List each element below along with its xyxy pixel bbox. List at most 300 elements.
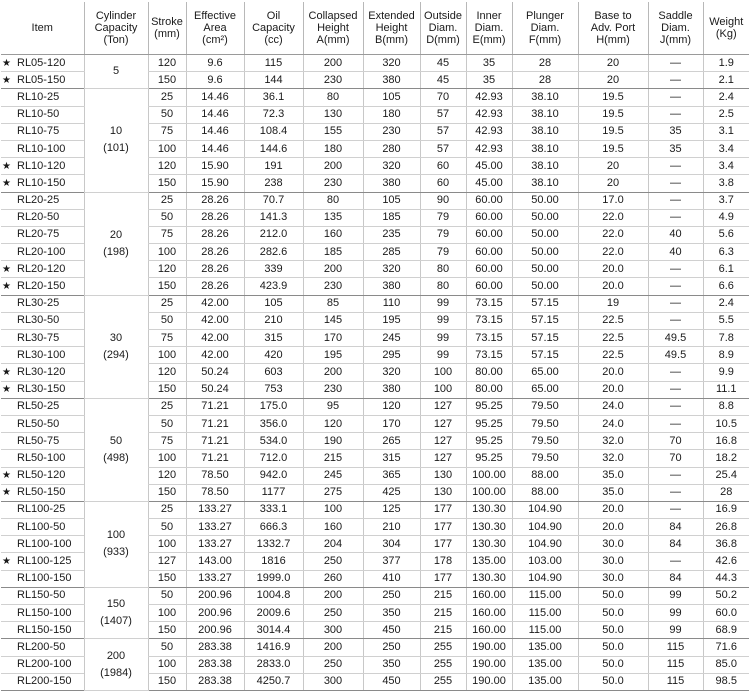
cell-base: 19.5 — [578, 140, 648, 157]
cell-oil: 339 — [244, 261, 303, 278]
cell-outside: 99 — [420, 330, 466, 347]
cell-saddle: 99 — [648, 622, 703, 639]
header-row — [1, 2, 749, 55]
cell-stroke: 100 — [148, 605, 186, 622]
cell-item: RL20-100 — [14, 244, 84, 261]
cell-collapsed: 190 — [303, 433, 363, 450]
cell-outside: 70 — [420, 89, 466, 106]
cell-outside: 178 — [420, 553, 466, 570]
cell-saddle: — — [648, 278, 703, 295]
cell-inner: 45.00 — [466, 175, 512, 192]
cell-saddle: — — [648, 553, 703, 570]
cell-outside: 255 — [420, 656, 466, 673]
table-body — [1, 55, 749, 691]
cell-area: 50.24 — [186, 364, 244, 381]
table-header — [1, 2, 749, 55]
header-saddle — [648, 2, 703, 55]
cell-plunger: 50.00 — [512, 244, 578, 261]
cell-area: 42.00 — [186, 295, 244, 312]
cell-extended: 315 — [363, 450, 420, 467]
cell-saddle: 84 — [648, 536, 703, 553]
cell-outside: 215 — [420, 587, 466, 604]
cell-stroke: 50 — [148, 312, 186, 329]
cell-oil: 712.0 — [244, 450, 303, 467]
cell-extended: 320 — [363, 158, 420, 175]
cell-weight: 5.5 — [703, 312, 749, 329]
header-collapsed-line: Height — [317, 22, 349, 34]
capacity-line: 30 — [109, 331, 123, 344]
cell-collapsed: 200 — [303, 261, 363, 278]
cell-base: 22.5 — [578, 347, 648, 364]
cell-collapsed: 145 — [303, 312, 363, 329]
cell-inner: 100.00 — [466, 484, 512, 501]
cell-base: 20 — [578, 55, 648, 72]
cell-base: 32.0 — [578, 433, 648, 450]
cell-item: RL20-75 — [14, 226, 84, 243]
cell-extended: 235 — [363, 226, 420, 243]
cell-base: 19.5 — [578, 89, 648, 106]
header-extended — [363, 2, 420, 55]
cell-saddle: — — [648, 484, 703, 501]
cell-extended: 320 — [363, 55, 420, 72]
cell-stroke: 150 — [148, 570, 186, 587]
cell-inner: 60.00 — [466, 278, 512, 295]
cell-collapsed: 120 — [303, 415, 363, 432]
cell-plunger: 104.90 — [512, 570, 578, 587]
cell-extended: 425 — [363, 484, 420, 501]
cell-base: 32.0 — [578, 450, 648, 467]
header-extended-line: Extended — [368, 10, 415, 22]
cell-outside: 79 — [420, 244, 466, 261]
cell-plunger: 135.00 — [512, 656, 578, 673]
cell-base: 19.5 — [578, 123, 648, 140]
header-capacity-line: Capacity — [94, 22, 138, 34]
header-item-line: Item — [31, 22, 53, 34]
cell-outside: 255 — [420, 639, 466, 656]
cell-area: 14.46 — [186, 140, 244, 157]
cell-extended: 380 — [363, 175, 420, 192]
cell-extended: 295 — [363, 347, 420, 364]
cell-oil: 144.6 — [244, 140, 303, 157]
cell-extended: 320 — [363, 364, 420, 381]
cell-extended: 250 — [363, 587, 420, 604]
cell-collapsed: 200 — [303, 158, 363, 175]
cell-capacity — [84, 55, 148, 89]
cell-inner: 73.15 — [466, 312, 512, 329]
cell-outside: 60 — [420, 175, 466, 192]
capacity-line: (498) — [103, 451, 129, 464]
cell-extended: 120 — [363, 398, 420, 415]
cell-stroke: 50 — [148, 519, 186, 536]
cell-weight: 6.3 — [703, 244, 749, 261]
cell-saddle: 35 — [648, 140, 703, 157]
cell-outside: 60 — [420, 158, 466, 175]
header-oil-line: (cc) — [264, 34, 283, 46]
cell-base: 20.0 — [578, 278, 648, 295]
header-saddle-line: Saddle — [658, 10, 693, 22]
cell-plunger: 79.50 — [512, 415, 578, 432]
cell-inner: 95.25 — [466, 398, 512, 415]
cell-base: 22.5 — [578, 312, 648, 329]
cell-outside: 57 — [420, 140, 466, 157]
cell-weight: 44.3 — [703, 570, 749, 587]
cell-saddle: 115 — [648, 656, 703, 673]
cell-weight: 25.4 — [703, 467, 749, 484]
star-cell — [1, 89, 14, 106]
cell-plunger: 28 — [512, 72, 578, 89]
cell-area: 143.00 — [186, 553, 244, 570]
cell-outside: 130 — [420, 467, 466, 484]
cell-area: 200.96 — [186, 605, 244, 622]
cell-weight: 60.0 — [703, 605, 749, 622]
header-plunger-line: F(mm) — [528, 34, 562, 46]
cell-item: RL30-100 — [14, 347, 84, 364]
cell-plunger: 104.90 — [512, 536, 578, 553]
cell-item: RL10-100 — [14, 140, 84, 157]
cell-weight: 2.4 — [703, 89, 749, 106]
header-inner-line: Diam. — [474, 22, 504, 34]
cell-oil: 4250.7 — [244, 673, 303, 690]
cell-outside: 127 — [420, 433, 466, 450]
cell-oil: 238 — [244, 175, 303, 192]
header-capacity-line: Cylinder — [95, 10, 137, 22]
cell-outside: 215 — [420, 622, 466, 639]
cell-saddle: 70 — [648, 433, 703, 450]
cell-weight: 16.8 — [703, 433, 749, 450]
cell-base: 50.0 — [578, 587, 648, 604]
cell-saddle: — — [648, 381, 703, 398]
cell-saddle: — — [648, 467, 703, 484]
star-cell — [1, 673, 14, 690]
star-cell — [1, 398, 14, 415]
cell-oil: 70.7 — [244, 192, 303, 209]
cell-saddle: — — [648, 312, 703, 329]
cell-collapsed: 275 — [303, 484, 363, 501]
header-stroke-line: Stroke — [151, 16, 183, 28]
cell-stroke: 25 — [148, 295, 186, 312]
cell-base: 19 — [578, 295, 648, 312]
cell-item: RL20-25 — [14, 192, 84, 209]
cell-inner: 130.30 — [466, 536, 512, 553]
cell-collapsed: 195 — [303, 347, 363, 364]
capacity-line: 150 — [106, 598, 126, 611]
cell-item: RL100-100 — [14, 536, 84, 553]
star-cell — [1, 656, 14, 673]
cell-collapsed: 230 — [303, 175, 363, 192]
cell-stroke: 25 — [148, 192, 186, 209]
cell-base: 50.0 — [578, 656, 648, 673]
cell-area: 133.27 — [186, 570, 244, 587]
cell-collapsed: 80 — [303, 89, 363, 106]
cell-stroke: 150 — [148, 484, 186, 501]
cell-item: RL100-125 — [14, 553, 84, 570]
cell-area: 71.21 — [186, 398, 244, 415]
cell-outside: 215 — [420, 605, 466, 622]
cell-saddle: — — [648, 72, 703, 89]
cell-plunger: 79.50 — [512, 398, 578, 415]
cell-extended: 377 — [363, 553, 420, 570]
cell-weight: 16.9 — [703, 501, 749, 518]
cell-oil: 212.0 — [244, 226, 303, 243]
cell-collapsed: 260 — [303, 570, 363, 587]
cell-outside: 127 — [420, 415, 466, 432]
cell-collapsed: 230 — [303, 72, 363, 89]
cell-weight: 8.8 — [703, 398, 749, 415]
cell-area: 71.21 — [186, 433, 244, 450]
cell-inner: 190.00 — [466, 639, 512, 656]
cell-oil: 534.0 — [244, 433, 303, 450]
cell-oil: 666.3 — [244, 519, 303, 536]
star-cell — [1, 415, 14, 432]
cell-plunger: 65.00 — [512, 364, 578, 381]
cell-collapsed: 130 — [303, 106, 363, 123]
cell-extended: 365 — [363, 467, 420, 484]
star-cell — [1, 622, 14, 639]
cell-collapsed: 250 — [303, 656, 363, 673]
cell-stroke: 120 — [148, 364, 186, 381]
cell-weight: 71.6 — [703, 639, 749, 656]
cell-plunger: 79.50 — [512, 433, 578, 450]
cell-inner: 73.15 — [466, 330, 512, 347]
cell-area: 42.00 — [186, 347, 244, 364]
cell-inner: 45.00 — [466, 158, 512, 175]
cell-outside: 90 — [420, 192, 466, 209]
header-capacity-line: (Ton) — [103, 34, 129, 46]
cell-outside: 177 — [420, 519, 466, 536]
cell-extended: 450 — [363, 622, 420, 639]
cell-extended: 125 — [363, 501, 420, 518]
cell-inner: 100.00 — [466, 467, 512, 484]
cell-plunger: 38.10 — [512, 175, 578, 192]
cell-weight: 7.8 — [703, 330, 749, 347]
cell-inner: 95.25 — [466, 450, 512, 467]
cell-plunger: 50.00 — [512, 226, 578, 243]
cell-collapsed: 300 — [303, 622, 363, 639]
cell-capacity — [84, 639, 148, 691]
cell-outside: 99 — [420, 347, 466, 364]
cell-extended: 350 — [363, 656, 420, 673]
cell-oil: 3014.4 — [244, 622, 303, 639]
header-capacity — [84, 2, 148, 55]
cell-oil: 1999.0 — [244, 570, 303, 587]
cell-weight: 42.6 — [703, 553, 749, 570]
cell-outside: 80 — [420, 261, 466, 278]
cell-oil: 1816 — [244, 553, 303, 570]
cell-area: 15.90 — [186, 175, 244, 192]
cell-plunger: 88.00 — [512, 484, 578, 501]
cell-base: 19.5 — [578, 106, 648, 123]
cell-collapsed: 204 — [303, 536, 363, 553]
cell-area: 50.24 — [186, 381, 244, 398]
cell-oil: 36.1 — [244, 89, 303, 106]
cell-stroke: 50 — [148, 415, 186, 432]
star-icon: ★ — [1, 175, 14, 192]
cell-plunger: 50.00 — [512, 261, 578, 278]
cell-collapsed: 185 — [303, 244, 363, 261]
cell-area: 42.00 — [186, 330, 244, 347]
cell-oil: 942.0 — [244, 467, 303, 484]
cell-collapsed: 230 — [303, 278, 363, 295]
cell-collapsed: 85 — [303, 295, 363, 312]
cell-item: RL50-50 — [14, 415, 84, 432]
cell-area: 14.46 — [186, 89, 244, 106]
cell-outside: 100 — [420, 364, 466, 381]
cell-plunger: 115.00 — [512, 622, 578, 639]
cell-oil: 423.9 — [244, 278, 303, 295]
cell-oil: 1177 — [244, 484, 303, 501]
header-collapsed-line: Collapsed — [308, 10, 358, 22]
star-icon: ★ — [1, 72, 14, 89]
cell-plunger: 38.10 — [512, 158, 578, 175]
capacity-line: (1984) — [100, 666, 132, 679]
cell-area: 28.26 — [186, 278, 244, 295]
star-cell — [1, 312, 14, 329]
cell-extended: 195 — [363, 312, 420, 329]
cell-extended: 185 — [363, 209, 420, 226]
capacity-line: 200 — [106, 649, 126, 662]
table-row — [1, 587, 749, 604]
capacity-line: 20 — [109, 228, 123, 241]
header-outside-line: Outside — [424, 10, 462, 22]
cell-base: 20.0 — [578, 519, 648, 536]
cell-capacity — [84, 398, 148, 501]
cell-area: 28.26 — [186, 192, 244, 209]
cell-item: RL50-150 — [14, 484, 84, 501]
cell-item: RL10-50 — [14, 106, 84, 123]
cell-collapsed: 170 — [303, 330, 363, 347]
cell-plunger: 57.15 — [512, 295, 578, 312]
cell-saddle: 49.5 — [648, 330, 703, 347]
cell-saddle: 115 — [648, 673, 703, 690]
star-icon: ★ — [1, 278, 14, 295]
header-plunger-line: Plunger — [526, 10, 564, 22]
cell-inner: 73.15 — [466, 347, 512, 364]
cell-collapsed: 200 — [303, 364, 363, 381]
capacity-line: (933) — [103, 546, 129, 559]
cell-saddle: 84 — [648, 570, 703, 587]
cell-inner: 80.00 — [466, 364, 512, 381]
cell-weight: 50.2 — [703, 587, 749, 604]
star-icon: ★ — [1, 467, 14, 484]
header-saddle-line: J(mm) — [659, 34, 692, 46]
cell-item: RL200-100 — [14, 656, 84, 673]
capacity-line: 10 — [109, 125, 123, 138]
cell-saddle: — — [648, 415, 703, 432]
cell-extended: 410 — [363, 570, 420, 587]
header-inner-line: Inner — [476, 10, 502, 22]
star-cell — [1, 106, 14, 123]
cell-saddle: — — [648, 192, 703, 209]
star-icon: ★ — [1, 381, 14, 398]
cell-collapsed: 200 — [303, 639, 363, 656]
header-oil-line: Oil — [266, 10, 281, 22]
cell-inner: 60.00 — [466, 261, 512, 278]
cell-item: RL10-75 — [14, 123, 84, 140]
capacity-line: (1407) — [100, 615, 132, 628]
cell-outside: 45 — [420, 72, 466, 89]
star-cell — [1, 209, 14, 226]
cell-weight: 6.6 — [703, 278, 749, 295]
cell-saddle: — — [648, 501, 703, 518]
cell-stroke: 100 — [148, 656, 186, 673]
cell-plunger: 57.15 — [512, 312, 578, 329]
cell-base: 22.0 — [578, 209, 648, 226]
capacity-line: 100 — [106, 529, 126, 542]
cell-plunger: 28 — [512, 55, 578, 72]
cell-saddle: 70 — [648, 450, 703, 467]
cell-weight: 3.4 — [703, 140, 749, 157]
cell-saddle: 99 — [648, 605, 703, 622]
cell-saddle: — — [648, 55, 703, 72]
cell-item: RL10-120 — [14, 158, 84, 175]
cell-item: RL100-25 — [14, 501, 84, 518]
cell-capacity — [84, 192, 148, 295]
cell-extended: 105 — [363, 89, 420, 106]
header-collapsed-line: A(mm) — [316, 34, 350, 46]
cell-extended: 450 — [363, 673, 420, 690]
cell-inner: 160.00 — [466, 622, 512, 639]
cell-oil: 175.0 — [244, 398, 303, 415]
cell-weight: 6.1 — [703, 261, 749, 278]
cell-plunger: 79.50 — [512, 450, 578, 467]
capacity-line: (294) — [103, 348, 129, 361]
cell-saddle: — — [648, 295, 703, 312]
cell-stroke: 50 — [148, 209, 186, 226]
cell-collapsed: 155 — [303, 123, 363, 140]
cell-collapsed: 80 — [303, 192, 363, 209]
cell-oil: 282.6 — [244, 244, 303, 261]
cell-extended: 380 — [363, 381, 420, 398]
cell-stroke: 25 — [148, 398, 186, 415]
star-icon: ★ — [1, 55, 14, 72]
cell-oil: 210 — [244, 312, 303, 329]
cell-area: 28.26 — [186, 244, 244, 261]
table-row — [1, 501, 749, 518]
star-cell — [1, 192, 14, 209]
cell-stroke: 150 — [148, 72, 186, 89]
cell-item: RL150-150 — [14, 622, 84, 639]
cell-base: 20 — [578, 158, 648, 175]
star-icon: ★ — [1, 261, 14, 278]
cell-area: 78.50 — [186, 484, 244, 501]
header-plunger-line: Diam. — [530, 22, 560, 34]
cell-extended: 380 — [363, 72, 420, 89]
cell-inner: 160.00 — [466, 605, 512, 622]
cell-outside: 255 — [420, 673, 466, 690]
cell-stroke: 100 — [148, 450, 186, 467]
cell-weight: 3.8 — [703, 175, 749, 192]
cell-weight: 3.1 — [703, 123, 749, 140]
cell-area: 78.50 — [186, 467, 244, 484]
cell-stroke: 120 — [148, 158, 186, 175]
cell-saddle: 35 — [648, 123, 703, 140]
cell-weight: 2.1 — [703, 72, 749, 89]
cell-plunger: 50.00 — [512, 209, 578, 226]
cell-oil: 72.3 — [244, 106, 303, 123]
cell-oil: 356.0 — [244, 415, 303, 432]
cell-weight: 36.8 — [703, 536, 749, 553]
cell-area: 283.38 — [186, 656, 244, 673]
cell-inner: 60.00 — [466, 192, 512, 209]
cell-inner: 135.00 — [466, 553, 512, 570]
header-plunger — [512, 2, 578, 55]
cell-collapsed: 160 — [303, 226, 363, 243]
cell-plunger: 103.00 — [512, 553, 578, 570]
capacity-line: (198) — [103, 245, 129, 258]
cell-plunger: 50.00 — [512, 278, 578, 295]
cell-item: RL50-75 — [14, 433, 84, 450]
cell-saddle: — — [648, 398, 703, 415]
